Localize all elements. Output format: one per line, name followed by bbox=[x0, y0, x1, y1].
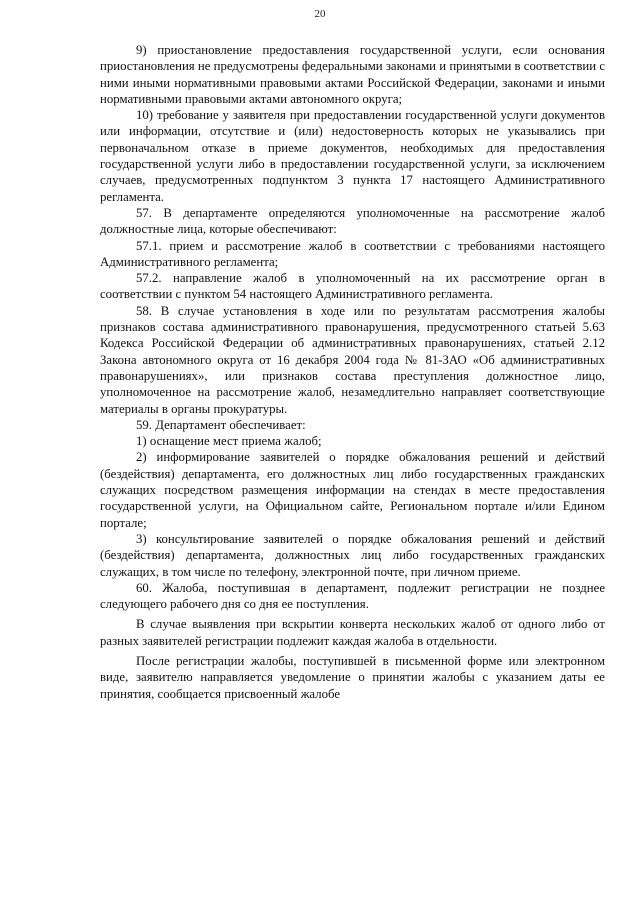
paragraph-59-item-3: 3) консультирование заявителей о порядке обжалования решений и действий (бездействия) департамента, должностных лиц либо государственных гражданских служащих, в том числе по телефону, электронной почте, при личном приеме. bbox=[100, 531, 605, 579]
paragraph-57-2: 57.2. направление жалоб в уполномоченный на их рассмотрение орган в соответствии с пунктом 54 настоящего Административного регламента. bbox=[100, 271, 605, 302]
paragraph-60: 60. Жалоба, поступившая в департамент, подлежит регистрации не позднее следующего рабочего дня со дня ее поступления. bbox=[100, 580, 605, 612]
paragraph-60-envelope: В случае выявления при вскрытии конверта нескольких жалоб от одного либо от разных заявителей регистрации подлежит каждая жалоба в отдельности. bbox=[100, 617, 605, 648]
paragraph-60-notification: После регистрации жалобы, поступившей в письменной форме или электронном виде, заявителю направляется уведомление о принятии жалобы с указанием даты ее принятия, сообщается присвоенный жалобе bbox=[100, 653, 605, 701]
paragraph-59-item-2: 2) информирование заявителей о порядке обжалования решений и действий (бездействия) департамента, его должностных лиц либо государственных гражданских служащих посредством размещения информации на стендах в месте предоставления государственной услуги, на Официальном сайте, Региональном портале и/или Едином портале; bbox=[100, 450, 605, 530]
page-number: 20 bbox=[314, 8, 326, 20]
paragraph-item-9: 9) приостановление предоставления государственной услуги, если основания приостановления не предусмотрены федеральными законами и принятыми в соответствии с ними иными нормативными правовыми актами Российской Федерации, законами и иными нормативными правовыми актами автономного округа; bbox=[100, 43, 605, 106]
paragraph-57-1: 57.1. прием и рассмотрение жалоб в соответствии с требованиями настоящего Административного регламента; bbox=[100, 238, 605, 269]
paragraph-item-10: 10) требование у заявителя при предоставлении государственной услуги документов или информации, отсутствие и (или) недостоверность которых не указывались при первоначальном отказе в приеме документов, необходимых для предоставления государственной услуги либо в предоставлении государственной услуги, за исключением случаев, предусмотренных подпунктом 3 пункта 17 настоящего Административного регламента. bbox=[100, 108, 605, 204]
paragraph-59-item-1: 1) оснащение мест приема жалоб; bbox=[136, 434, 322, 449]
paragraph-57: 57. В департаменте определяются уполномоченные на рассмотрение жалоб должностные лица, которые обеспечивают: bbox=[100, 205, 605, 237]
paragraph-59: 59. Департамент обеспечивает: bbox=[136, 417, 306, 432]
paragraph-58: 58. В случае установления в ходе или по результатам рассмотрения жалобы признаков состава административного правонарушения, предусмотренного статьей 5.63 Кодекса Российской Федерации об административных правонарушениях, статьей 2.12 Закона автономного округа от 16 декабря 2004 года № 81-ЗАО «Об административных правонарушениях», или признаков состава преступления должностное лицо, уполномоченное на рассмотрение жалоб, незамедлительно направляет соответствующие материалы в органы прокуратуры. bbox=[100, 303, 605, 416]
document-body bbox=[100, 42, 605, 702]
